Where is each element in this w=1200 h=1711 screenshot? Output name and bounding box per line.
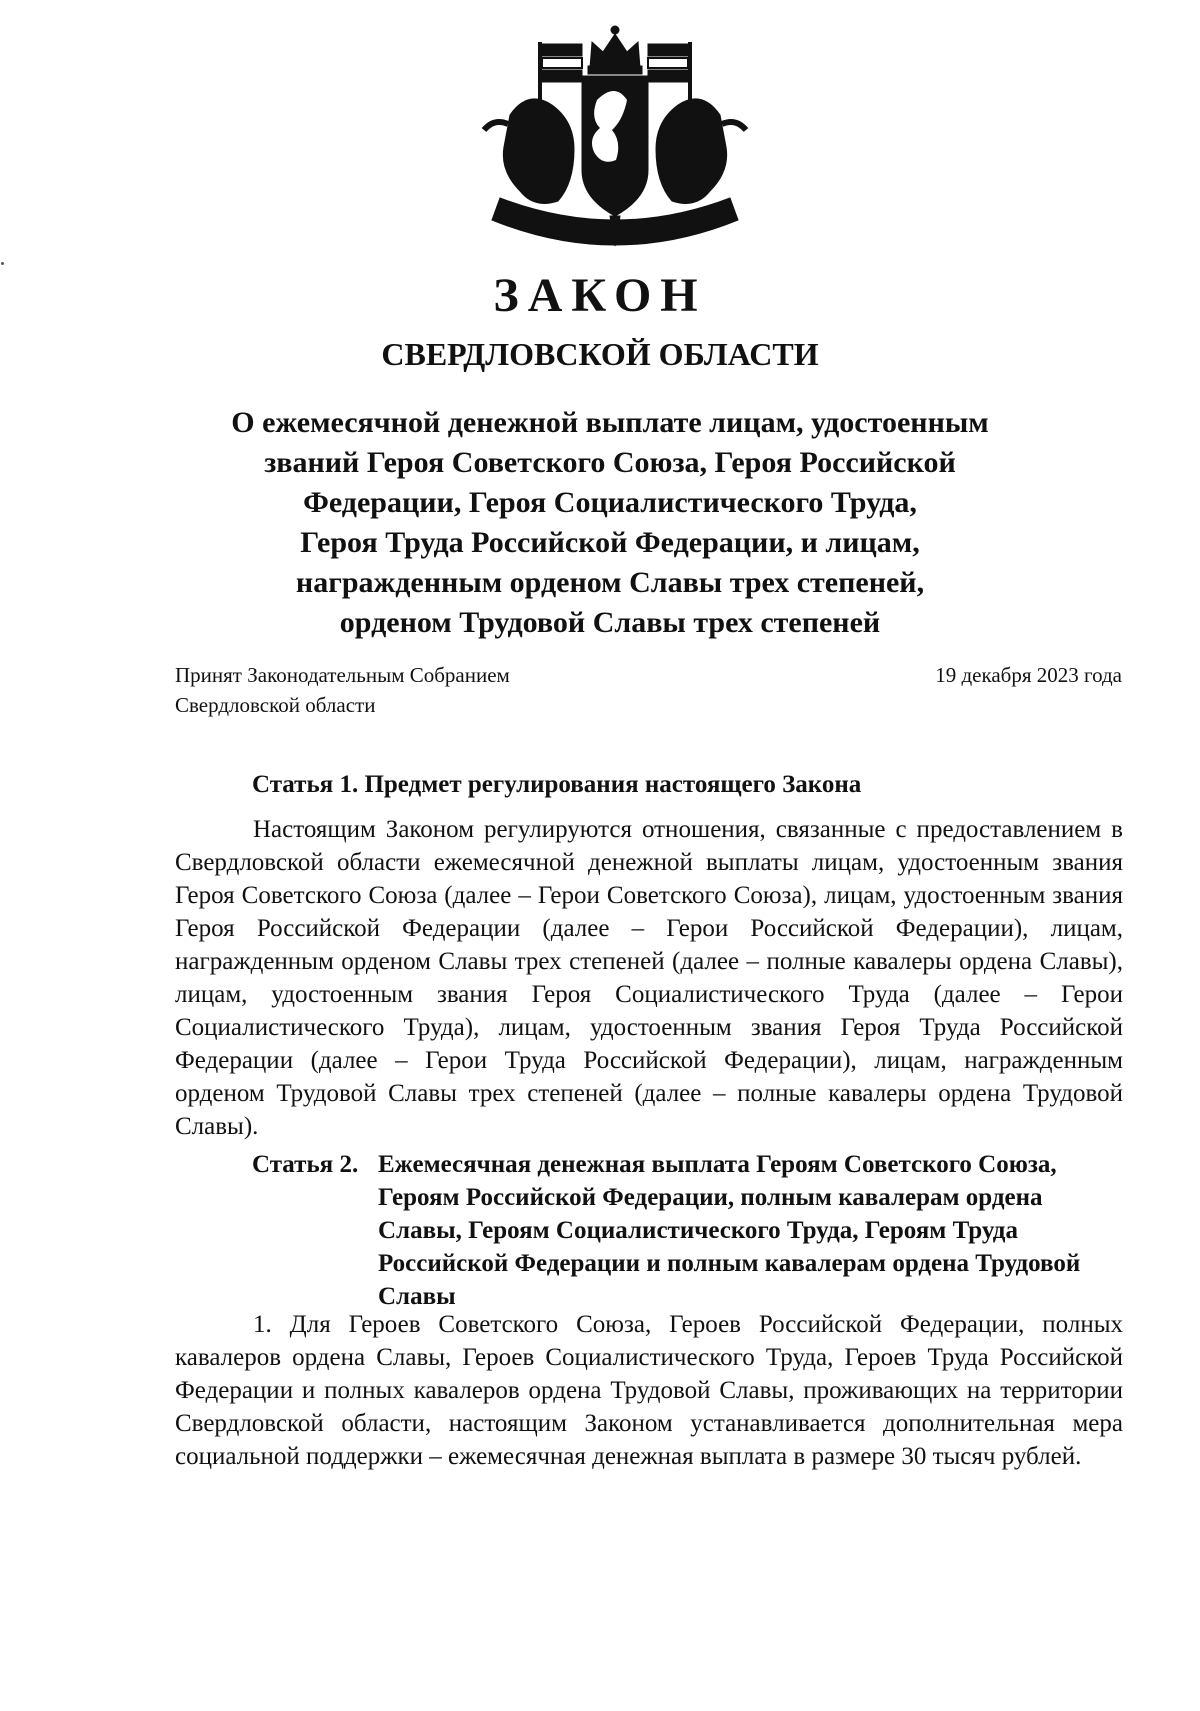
subject-line: О ежемесячной денежной выплате лицам, удостоенным [231, 406, 989, 439]
adoption-line: Принят Законодательным Собранием [175, 663, 510, 687]
subject-line: Героя Труда Российской Федерации, и лицам, [300, 526, 920, 559]
subject-line: награжденным орденом Славы трех степеней, [295, 566, 925, 599]
adoption-line: Свердловской области [175, 693, 376, 717]
article-2-title: Ежемесячная денежная выплата Героям Советского Союза, Героям Российской Федерации, полным кавалерам ордена Славы, Героям Социалистического Труда, Героям Труда Российской Федерации и полным кавалерам ордена Трудовой Славы [378, 1151, 1081, 1310]
sverdlovsk-coat-of-arms-icon [470, 20, 760, 250]
adoption-body [175, 660, 510, 720]
subject-line: Федерации, Героя Социалистического Труда, [303, 486, 917, 519]
law-subject [210, 403, 1010, 643]
law-title: ЗАКОН [493, 269, 707, 322]
scan-speck [1, 262, 4, 265]
article-2-text: 1. Для Героев Советского Союза, Героев Российской Федерации, полных кавалеров ордена Славы, Героев Социалистического Труда, Героев Труда Российской Федерации и полных кавалеров ордена Трудовой Славы, проживающих на территории Свердловской области, настоящим Законом устанавливается дополнительная мера социальной поддержки – ежемесячная денежная выплата в размере 30 тысяч рублей. [175, 1311, 1123, 1470]
adoption-date: 19 декабря 2023 года [935, 663, 1122, 687]
article-2-number: Статья 2. [252, 1151, 359, 1178]
article-2-heading [252, 1148, 1132, 1313]
region-title: СВЕРДЛОВСКОЙ ОБЛАСТИ [381, 336, 819, 372]
article-1-text: Настоящим Законом регулируются отношения, связанные с предоставлением в Свердловской области ежемесячной денежной выплаты лицам, удостоенным звания Героя Советского Союза (далее – Герои Советского Союза), лицам, удостоенным звания Героя Российской Федерации (далее – Герои Российской Федерации), лицам, награжденным орденом Славы трех степеней (далее – полные кавалеры ордена Славы), лицам, удостоенным звания Героя Социалистического Труда (далее – Герои Социалистического Труда), лицам, удостоенным звания Героя Труда Российской Федерации (далее – Герои Труда Российской Федерации), лицам, награжденным орденом Трудовой Славы трех степеней (далее – полные кавалеры ордена Трудовой Славы). [175, 816, 1123, 1140]
subject-line: орденом Трудовой Славы трех степеней [339, 606, 881, 639]
article-1-heading: Статья 1. Предмет регулирования настоящего Закона [252, 771, 862, 798]
subject-line: званий Героя Советского Союза, Героя Российской [264, 446, 956, 479]
